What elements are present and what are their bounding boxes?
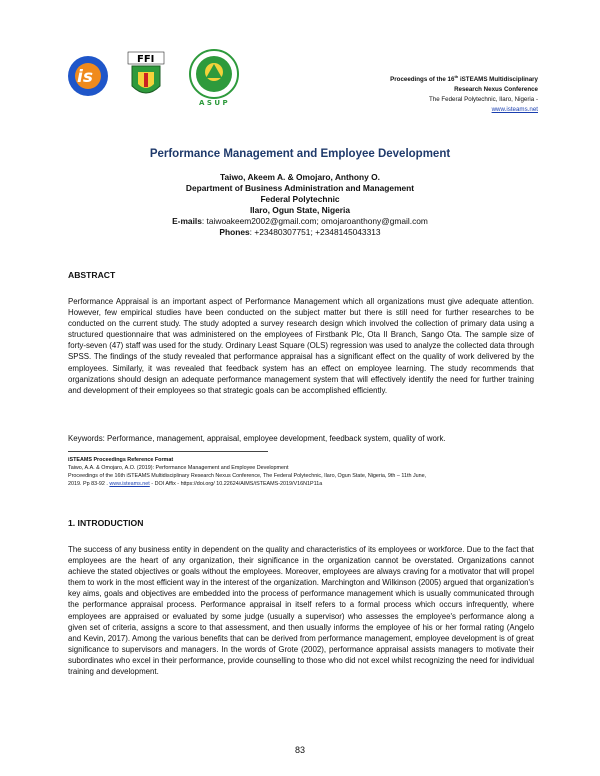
- asup-logo: [190, 50, 238, 106]
- author-department: Department of Business Administration and Management: [185, 183, 415, 193]
- reference-line-3: 2019. Pp 83-92 . www.isteams.net - DOI Affix - https://doi.org/ 10.22624/AIMS/iSTEAMS-2019/V16N1P11a: [68, 481, 323, 488]
- keywords: Keywords: Performance, management, appraisal, employee development, feedback system, quality of work.: [68, 434, 446, 443]
- author-block: [0, 172, 600, 238]
- conference-url-link[interactable]: www.isteams.net: [491, 106, 538, 114]
- header-logos: [66, 46, 266, 106]
- ffi-crest-logo: [128, 52, 164, 93]
- author-emails: E-mails: taiwoakeem2002@gmail.com; omojaroanthony@gmail.com: [172, 216, 428, 226]
- introduction-heading: 1. INTRODUCTION: [68, 518, 144, 528]
- reference-heading: iSTEAMS Proceedings Reference Format: [68, 457, 174, 463]
- proceedings-line: Proceedings of the 16th iSTEAMS Multidisciplinary: [390, 74, 538, 84]
- author-names: Taiwo, Akeem A. & Omojaro, Anthony O.: [220, 172, 380, 182]
- reference-line-1: Taiwo, A.A. & Omojaro, A.O. (2019): Performance Management and Employee Development: [68, 465, 289, 472]
- author-institution: Federal Polytechnic: [260, 194, 340, 204]
- conference-name: Research Nexus Conference: [454, 86, 538, 94]
- conference-venue: The Federal Polytechnic, Ilaro, Nigeria -: [428, 96, 538, 104]
- abstract-heading: ABSTRACT: [68, 270, 116, 280]
- logos-graphic: [66, 46, 266, 106]
- abstract-body: Performance Appraisal is an important aspect of Performance Management which all organizations must give adequate attention. However, few empirical studies have been conducted on the subject matter but there is still need for further researches to be conducted on the current study. The study adopted a survey research design which involved the collection of primary data using a structured questionnaire that was administered on the employees of Firstbank Plc, Ota II Branch, Sango Ota. The sample size of forty-seven (47) staff was used for the study. Ordinary Least Square (OLS) regression was used to analyze the collected data through SPSS. The findings of the study revealed that performance appraisal has a significant effect on the quality of work delivered by the employees. Similarly, it was revealed that feedback system has an effect on employee learning. The study recommends that organizations should design an adequate performance management system that will effectively identify the need for further training and development of their employees so that strategic goals can be accomplished efficiently.: [68, 297, 534, 395]
- reference-line-2: Proceedings of the 16th iSTEAMS Multidisciplinary Research Nexus Conference, The Federal Polytechnic, Ilaro, Ogun State, Nigeria, 9th – 11th June,: [68, 473, 427, 480]
- conference-info: [318, 72, 538, 115]
- asup-logo-text: A S U P: [199, 99, 228, 106]
- reference-divider: [68, 451, 268, 452]
- reference-url-link[interactable]: www.isteams.net: [109, 481, 150, 488]
- introduction-body: The success of any business entity in dependent on the quality and characteristics of its employees or workforce. Due to the fact that employees are the heart of any organization, their significance in the organization cannot be overstated. Organizations cannot achieve the stated objectives or goals without the employees. Moreover, employees are always craving for a motivator that will propel them to work in the most efficient way in the interest of the organization. Marchington and Wilkinson (2005) argued that organization's key aims, goals and objectives are embedded into the process of performance management which is usually communicated through the performance appraisal process. Performance appraisal in itself refers to a formal process which occurs infrequently, where employees are appraised or evaluated by some judge (usually a supervisor) who assesses the employee's performance along a given set of criteria, assigns a score to that assessment, and then usually informs the employee of his or her formal rating (Angelo and Kevin, 2017). Among the various benefits that can be derived from performance management, employee development is of great significance to supervisors and managers. In the words of Grote (2002), performance appraisal assists managers to motivate their subordinates who excel in their performance, provide counselling to those who did not excel whilst recognizing the need for individual training and development.: [68, 545, 534, 677]
- paper-title: Performance Management and Employee Development: [149, 148, 451, 160]
- author-phones: Phones: +23480307751; +2348145043313: [219, 227, 381, 237]
- is-logo-text: is: [77, 67, 93, 87]
- is-logo: [68, 56, 108, 96]
- ffi-logo-text: FFI: [137, 54, 155, 65]
- author-location: Ilaro, Ogun State, Nigeria: [249, 205, 351, 215]
- reference-format: [68, 456, 534, 488]
- page-number: 83: [294, 745, 305, 755]
